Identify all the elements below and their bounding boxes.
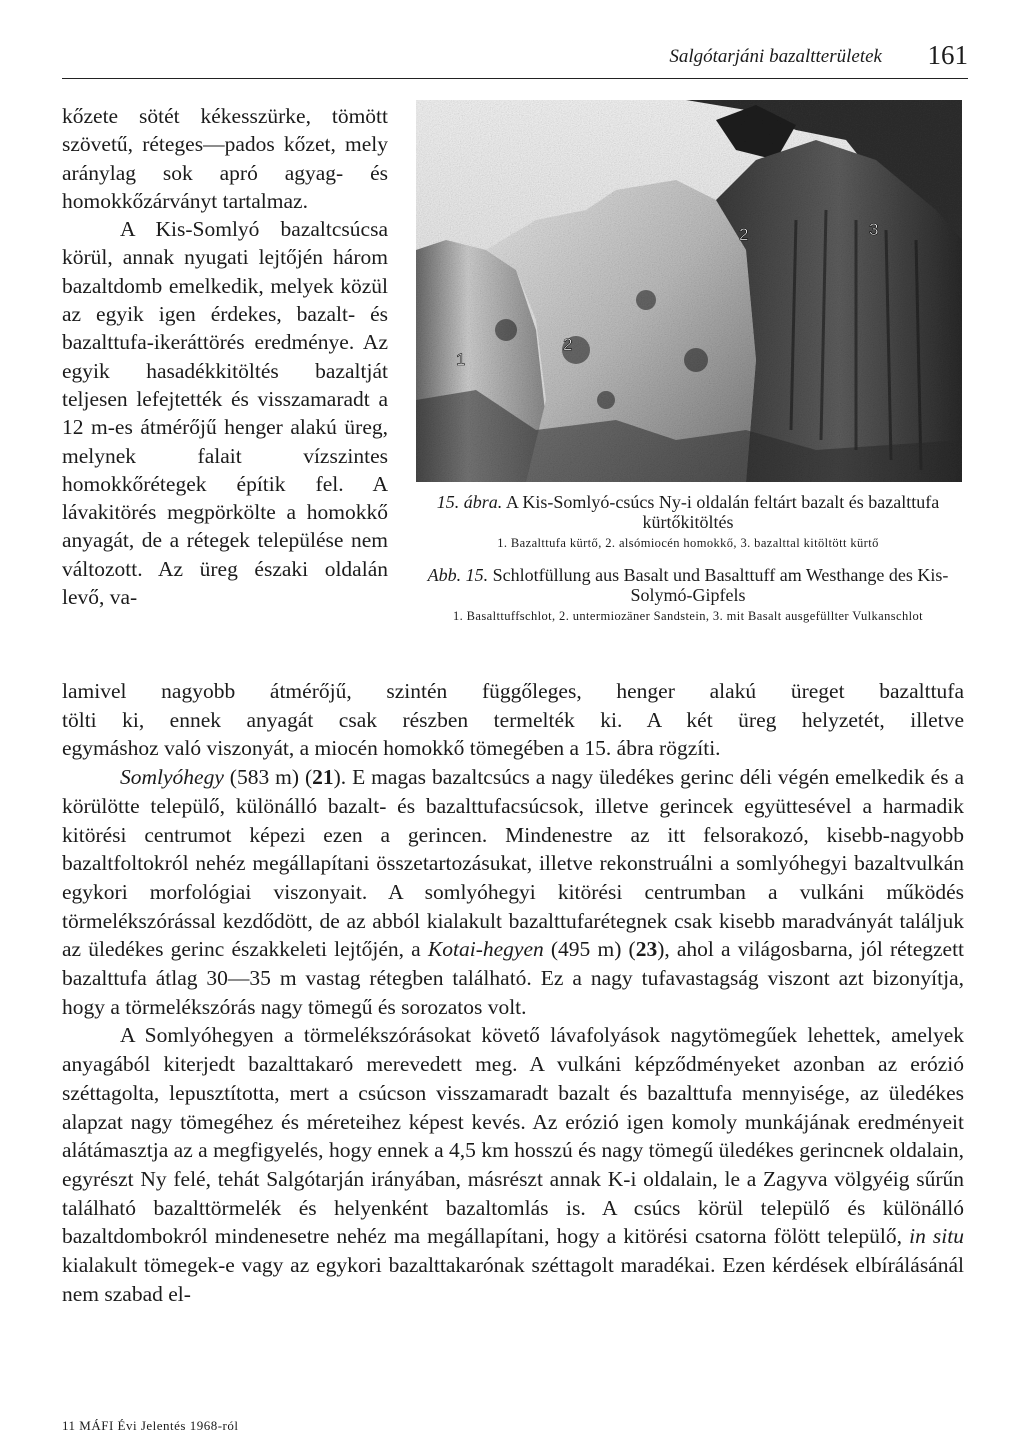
caption-hu-text: A Kis-Somlyó-csúcs Ny-i oldalán feltárt bazalt és bazalttufa kürtőkitöltés: [505, 492, 940, 532]
figure-photo: [416, 100, 962, 482]
left-column-text: [62, 102, 388, 611]
legend-hu: 1. Bazalttufa kürtő, 2. alsómiocén homokkő, 3. bazalttal kitöltött kürtő: [497, 536, 879, 550]
paragraph-1: kőzete sötét kékesszürke, tömött szövetű, réteges—pados kőzet, mely aránylag sok apró agyag- és homokkőzárványt tartalmaz.: [62, 104, 388, 213]
running-title: Salgótarjáni bazaltterületek: [669, 46, 882, 67]
photo-label-2a: 2: [563, 335, 573, 354]
caption-de-text: Schlotfüllung aus Basalt und Basalttuff am Westhange des Kis-Solymó-Gipfels: [492, 565, 949, 605]
photo-label-2b: 2: [739, 225, 749, 244]
text-run: A Somlyóhegyen a törmelékszórásokat követő lávafolyások nagytömegűek lehettek, amelyek anyagából kiterjedt bazalttakaró merevedett meg. A vulkáni képződményeket azonban az erózió széttagolta, lepusztította, mert a csúcson visszamaradt bazalt és bazalttufa mennyisége, az üledékes alapzat nagy tömegéhez és méreteihez képest kevés. Az erózió igen komoly munkájának eredményeit alátámasztja az a megfigyelés, hogy ennek a 4,5 km hosszú és nagy tömegű üledékes gerincnek oldalain, egyrészt Ny felé, tehát Salgótarján irányában, másrészt annak K-i oldalain, le a Zagyva völgyéig sűrűn található bazalttörmelék és helyenként bazaltomlás is. A csúcs körül települő és különálló bazaltdombokról mindenesetre nehéz ma megállapítani, hogy a kitörési csatorna fölött települő,: [62, 1023, 964, 1249]
full-width-text: [62, 677, 964, 1308]
text-line: tölti ki, ennek anyagát csak részben termelték ki. A két üreg helyzetét, illetve: [62, 707, 964, 732]
paragraph-2: A Kis-Somlyó bazaltcsúcsa körül, annak nyugati lejtőjén három bazaltdomb emelkedik, melyek közül az egyik igen érdekes, bazalt- és bazalttufa-ikeráttörés eredménye. Az egyik hasadékkitöltés bazaltját teljesen lefejtették és visszamaradt a 12 m-es átmérőjű henger alakú üreg, melynek falait vízszintes homokkőrétegek építik fel. A lávakitörés megpörkölte a homokkő anyagát, de a rétegek településе nem változott. Az üreg északi oldalán levő, va-: [62, 217, 388, 610]
text-run: ), ahol a világosbarna, jól rétegzett bazalttufa átlag 30—35 m vastag rétegben található. Ez a nagy tufavastagság viszont azt bizonyítja, hogy a törmelékszórás nagy tömegű és sorozatos volt.: [62, 937, 965, 1019]
map-ref-23: 23: [635, 937, 658, 962]
caption-hu: [408, 492, 968, 532]
caption-hu-number: 15. ábra.: [436, 492, 503, 512]
text-run: kialakult tömegek-e vagy az egykori bazalttakarónak széttagolt maradékai. Ezen kérdések elbírálásánál nem szabad el-: [62, 1253, 964, 1306]
map-ref-21: 21: [312, 765, 334, 790]
place-name-somlyohegy: Somlyóhegy: [120, 765, 224, 790]
place-name-kotai-hegy: Kotai-hegyen: [427, 937, 544, 962]
in-situ-term: in situ: [909, 1224, 965, 1249]
footer-note: 11 MÁFI Évi Jelentés 1968-ról: [62, 1418, 239, 1433]
last-paragraph: [62, 1021, 964, 1308]
caption-de: [408, 565, 968, 605]
rock-outcrop-photo: [416, 100, 962, 482]
text-run: (583 m) (: [223, 765, 313, 790]
text-run: ). E magas bazaltcsúcs a nagy üledékes gerinc déli végén emelkedik és a körülötte települő, különálló bazalt- és bazalttufacsúcsok, illetve gerincek együttesével a harmadik kitörési centrumot képezi ezen a gerincen. Mindenestre az itt felsorakozó, kisebb-nagyobb bazaltfoltokról nehéz megállapítani összetartozásukat, illetve rekonstruálni a somlyóhegyi bazaltvulkán egykori morfológiai viszonyait. A somlyóhegyi kitörési centrumban a vulkáni működés törmelékszórással kezdődött, de az abból kialakult bazalttufarétegnek csak kisebb maradványát találjuk az üledékes gerinc északkeleti lejtőjén, a: [62, 765, 964, 962]
text-line: egymáshoz való viszonyát, a miocén homokkő tömegében a 15. ábra rögzíti.: [62, 736, 721, 761]
continued-paragraph: [62, 677, 964, 763]
photo-label-1: 1: [456, 350, 466, 369]
caption-de-number: Abb. 15.: [427, 565, 489, 585]
running-header: [62, 38, 968, 79]
somlyo-paragraph: [62, 763, 964, 1021]
photo-label-3: 3: [869, 220, 879, 239]
figure-captions: [408, 492, 968, 624]
legend-de: 1. Basalttuffschlot, 2. untermiozäner Sandstein, 3. mit Basalt ausgefüllter Vulkanschlot: [452, 609, 923, 623]
text-run: (495 m) (: [543, 937, 636, 962]
page-number: 161: [927, 40, 968, 70]
text-line: lamivel nagyobb átmérőjű, szintén függőleges, henger alakú üreget bazalttufa: [62, 679, 964, 703]
